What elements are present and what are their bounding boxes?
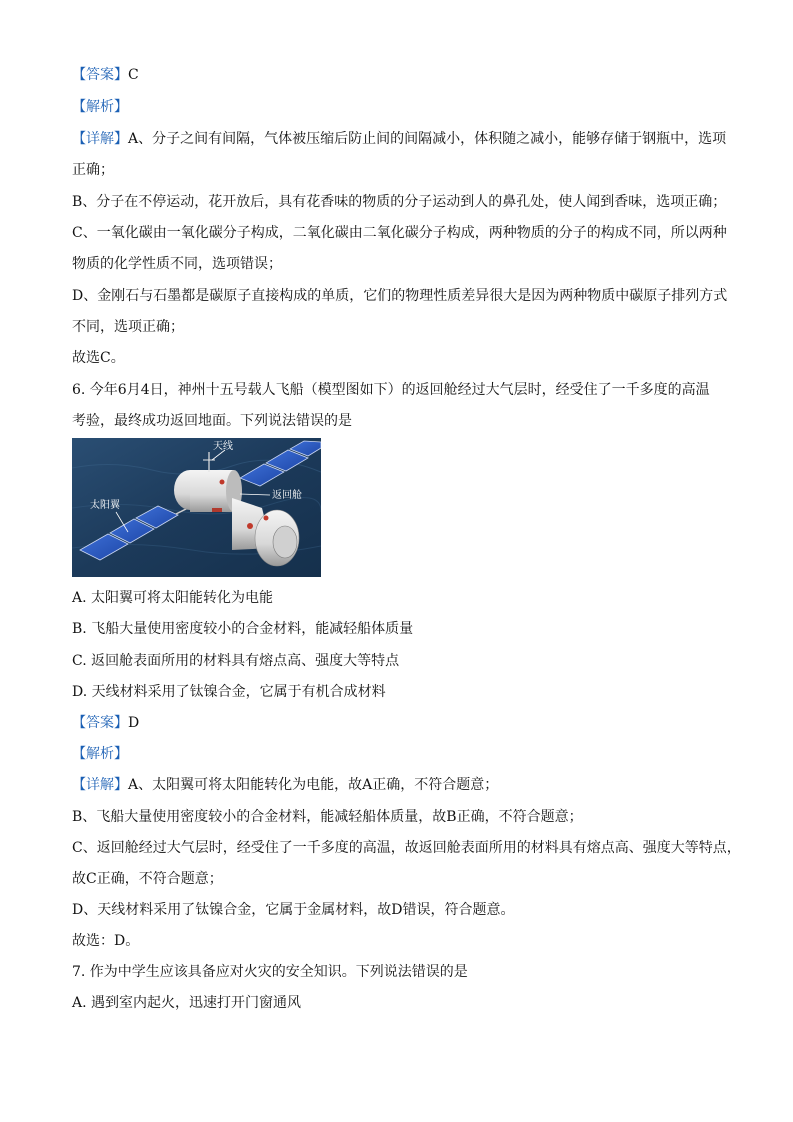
detail-text: A、太阳翼可将太阳能转化为电能，故A正确，不符合题意； — [128, 777, 499, 793]
answer-tag: 【答案】 — [72, 67, 128, 83]
label-antenna: 天线 — [213, 441, 233, 452]
option-a: A. 太阳翼可将太阳能转化为电能 — [72, 590, 274, 606]
detail-line — [72, 775, 732, 795]
conclusion-line: 故选：D。 — [72, 933, 140, 949]
label-return-capsule: 返回舱 — [272, 490, 302, 501]
spacecraft-model-figure — [72, 438, 321, 577]
analysis-tag: 【解析】 — [72, 746, 128, 762]
option-c: C. 返回舱表面所用的材料具有熔点高、强度大等特点 — [72, 653, 400, 669]
answer-line — [72, 65, 732, 85]
spacecraft-illustration — [72, 438, 321, 577]
detail-text-line: 正确； — [72, 162, 114, 178]
answer-tag: 【答案】 — [72, 715, 128, 731]
label-solar-wing: 太阳翼 — [90, 500, 120, 511]
question-stem: 考验，最终成功返回地面。下列说法错误的是 — [72, 413, 352, 429]
answer-value: C — [128, 67, 139, 83]
detail-line — [72, 129, 732, 149]
conclusion-line: 故选C。 — [72, 350, 125, 366]
analysis-line — [72, 744, 732, 764]
answer-line — [72, 713, 732, 733]
detail-text-line: B、飞船大量使用密度较小的合金材料，能减轻船体质量，故B正确，不符合题意； — [72, 809, 583, 825]
question-stem: 6. 今年6月4日，神州十五号载人飞船（模型图如下）的返回舱经过大气层时，经受住了一千多度的高温 — [72, 382, 710, 398]
detail-text: A、分子之间有间隔，气体被压缩后防止间的间隔减小，体积随之减小，能够存储于钢瓶中，选项 — [128, 131, 727, 147]
detail-tag: 【详解】 — [72, 131, 128, 147]
detail-text-line: 物质的化学性质不同，选项错误； — [72, 256, 282, 272]
option-a: A. 遇到室内起火，迅速打开门窗通风 — [72, 995, 302, 1011]
detail-text-line: 不同，选项正确； — [72, 319, 184, 335]
detail-text-line: D、天线材料采用了钛镍合金，它属于金属材料，故D错误，符合题意。 — [72, 902, 515, 918]
question-stem: 7. 作为中学生应该具备应对火灾的安全知识。下列说法错误的是 — [72, 964, 468, 980]
detail-text-line: C、返回舱经过大气层时，经受住了一千多度的高温，故返回舱表面所用的材料具有熔点高、强度大等特点， — [72, 840, 741, 856]
analysis-line — [72, 97, 732, 117]
detail-text-line: D、金刚石与石墨都是碳原子直接构成的单质，它们的物理性质差异很大是因为两种物质中碳原子排列方式 — [72, 288, 728, 304]
detail-text-line: 故C正确，不符合题意； — [72, 871, 223, 887]
analysis-tag: 【解析】 — [72, 99, 128, 115]
detail-text-line: C、一氧化碳由一氧化碳分子构成，二氧化碳由二氧化碳分子构成，两种物质的分子的构成不同，所以两种 — [72, 225, 727, 241]
option-d: D. 天线材料采用了钛镍合金，它属于有机合成材料 — [72, 684, 386, 700]
option-b: B. 飞船大量使用密度较小的合金材料，能减轻船体质量 — [72, 621, 414, 637]
answer-value: D — [128, 715, 140, 731]
detail-tag: 【详解】 — [72, 777, 128, 793]
detail-text-line: B、分子在不停运动，花开放后，具有花香味的物质的分子运动到人的鼻孔处，使人闻到香味，选项正确； — [72, 194, 727, 210]
